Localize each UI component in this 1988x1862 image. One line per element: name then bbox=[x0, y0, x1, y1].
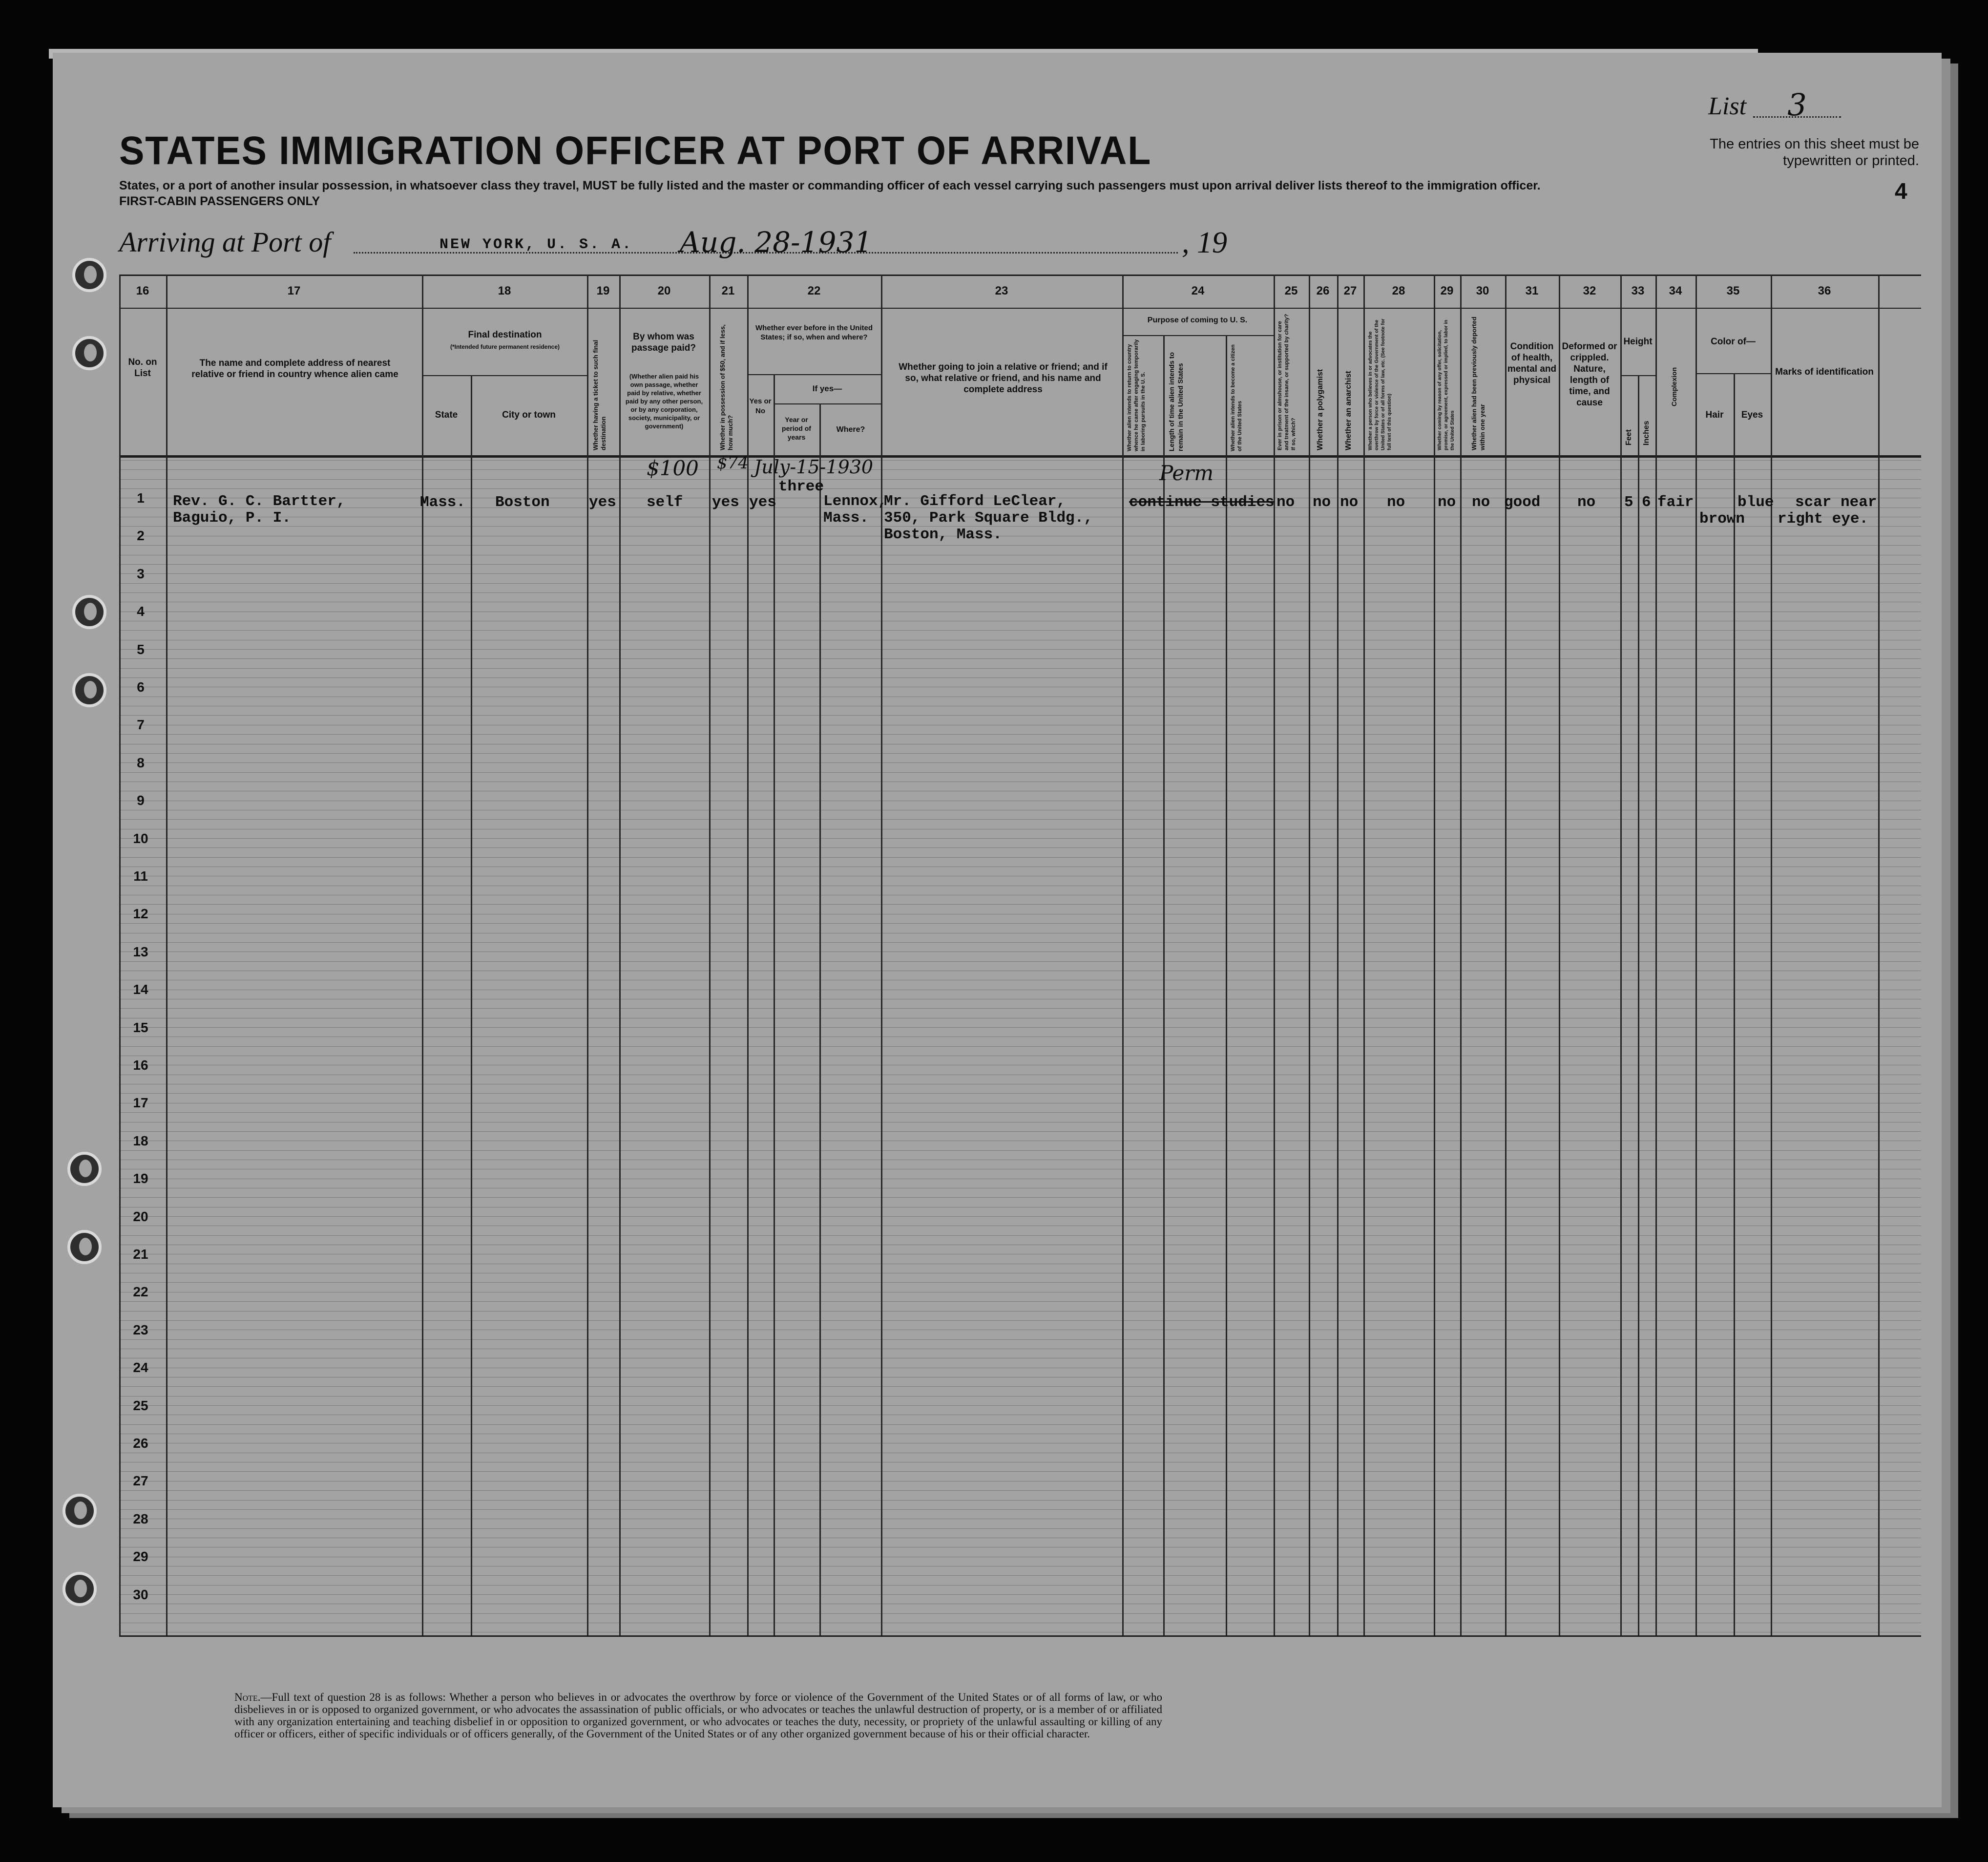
column-number-rule bbox=[119, 308, 1921, 309]
column-rule bbox=[747, 275, 749, 1635]
column-number: 23 bbox=[995, 284, 1008, 297]
ruled-line bbox=[119, 904, 1921, 905]
column-rule bbox=[166, 275, 167, 1635]
header-eyes: Eyes bbox=[1741, 410, 1763, 420]
passage-paid-answer: self bbox=[647, 494, 683, 511]
page-number: 4 bbox=[1895, 178, 1907, 204]
binder-hole bbox=[67, 1230, 102, 1264]
column-rule bbox=[1771, 275, 1772, 1635]
deformed-answer: no bbox=[1577, 494, 1596, 511]
header-complexion: Complexion bbox=[1670, 367, 1678, 406]
destination-city: Boston bbox=[495, 494, 550, 511]
column-number: 17 bbox=[287, 284, 301, 297]
column-rule bbox=[1695, 275, 1697, 1635]
ruled-line bbox=[119, 819, 1921, 820]
column-number: 28 bbox=[1392, 284, 1405, 297]
row-number: 25 bbox=[133, 1397, 148, 1413]
table-bottom-rule bbox=[119, 1635, 1921, 1637]
anarchist-answer: no bbox=[1340, 494, 1359, 511]
column-rule bbox=[881, 275, 882, 1635]
ruled-line bbox=[119, 1585, 1921, 1586]
list-number: 3 bbox=[1753, 87, 1841, 118]
column-rule bbox=[1122, 275, 1124, 1635]
ruled-line bbox=[119, 1150, 1921, 1151]
header-where: Where? bbox=[836, 425, 865, 434]
passage-paid-annotation: $100 bbox=[647, 456, 699, 480]
header-city: City or town bbox=[502, 410, 556, 420]
row-number: 5 bbox=[137, 641, 145, 657]
header-color-of: Color of— bbox=[1711, 337, 1756, 347]
row-number: 14 bbox=[133, 982, 148, 997]
question-29-answer: no bbox=[1438, 494, 1456, 511]
year-prefix: , 19 bbox=[1182, 226, 1227, 259]
complexion-answer: fair bbox=[1657, 494, 1694, 511]
ruled-line bbox=[119, 1197, 1921, 1198]
column-rule bbox=[1163, 335, 1165, 1635]
column-rule bbox=[1363, 275, 1365, 1635]
ruled-line bbox=[119, 1235, 1921, 1236]
ruled-line bbox=[119, 1027, 1921, 1028]
ruled-line bbox=[119, 1131, 1921, 1132]
relative-address-line: Baguio, P. I. bbox=[173, 509, 291, 527]
ruled-line bbox=[119, 573, 1921, 574]
height-feet: 5 bbox=[1624, 494, 1633, 511]
ruled-line bbox=[119, 762, 1921, 763]
footnote-text: —Full text of question 28 is as follows: Whether a person who believes in or advocates the overthrow by force or violence of the Government of the United States or of all forms of law, or who disbelieves in or is opposed to organized government, or who advocates the assassination of public officials, or who advocates or teaches the unlawful destruction of property, or is a member of or affiliated with any organization entertaining and teaching disbelief in or opposition to organized government, or who advocates or teaches the duty, necessity, or propriety of the unlawful assaulting or killing of any officer or officers, either of specific individuals or of officers generally, of the Government of the United States or of any other organized government because of his or their official character. bbox=[234, 1691, 1162, 1740]
binder-hole bbox=[67, 1152, 102, 1186]
ruled-line bbox=[119, 857, 1921, 858]
binder-hole bbox=[72, 336, 106, 370]
row-number: 30 bbox=[133, 1587, 148, 1602]
header-polygamist: Whether a polygamist bbox=[1316, 369, 1324, 450]
destination-subheader-rule bbox=[422, 375, 587, 376]
before-subheader-rule bbox=[747, 374, 881, 375]
column-number: 33 bbox=[1631, 284, 1645, 297]
header-no-on-list: No. on List bbox=[128, 357, 157, 379]
identification-marks-line: right eye. bbox=[1778, 510, 1869, 528]
join-relative-line: Mr. Gifford LeClear, bbox=[884, 493, 1066, 510]
ruled-line bbox=[119, 1112, 1921, 1113]
ruled-line bbox=[119, 1405, 1921, 1406]
header-state: State bbox=[435, 410, 458, 420]
ruled-line bbox=[119, 838, 1921, 839]
header-if-yes: If yes— bbox=[812, 384, 842, 393]
header-passage-paid-note: (Whether alien paid his own passage, whether paid by relative, whether paid by any other person, or by any corporation, society, municipality, or government) bbox=[625, 373, 703, 430]
before-where-line: Mass. bbox=[823, 509, 869, 527]
row-number: 1 bbox=[137, 490, 145, 506]
row-number: 24 bbox=[133, 1360, 148, 1375]
ruled-line bbox=[119, 1386, 1921, 1387]
row-number: 20 bbox=[133, 1208, 148, 1224]
column-number: 32 bbox=[1583, 284, 1596, 297]
ruled-line bbox=[119, 1528, 1921, 1529]
ruled-line bbox=[119, 545, 1921, 546]
column-number: 34 bbox=[1669, 284, 1682, 297]
ruled-line bbox=[119, 1301, 1921, 1302]
polygamist-answer: no bbox=[1313, 494, 1331, 511]
join-relative-line: 350, Park Square Bldg., bbox=[884, 509, 1093, 527]
ruled-line bbox=[119, 1424, 1921, 1425]
ruled-line bbox=[119, 649, 1921, 650]
port-of-arrival: NEW YORK, U. S. A. bbox=[439, 236, 633, 253]
question-28-answer: no bbox=[1387, 494, 1405, 511]
column-number: 25 bbox=[1284, 284, 1298, 297]
header-before-in-us: Whether ever before in the United States; if so, when and where? bbox=[755, 324, 873, 341]
row-number: 22 bbox=[133, 1284, 148, 1300]
column-rule bbox=[471, 375, 472, 1635]
before-in-us-answer: yes bbox=[749, 494, 776, 511]
before-date-annotation: July-15-1930 bbox=[754, 456, 874, 478]
ruled-line bbox=[119, 1320, 1921, 1321]
column-rule bbox=[819, 403, 821, 1635]
header-relative-address: The name and complete address of nearest relative or friend in country whence alien came bbox=[191, 358, 398, 380]
column-rule bbox=[1734, 373, 1735, 1635]
row-number: 4 bbox=[137, 604, 145, 619]
header-year-period: Year or period of years bbox=[782, 416, 811, 441]
row-number: 29 bbox=[133, 1549, 148, 1565]
list-label: List bbox=[1708, 92, 1747, 120]
header-marks: Marks of identification bbox=[1775, 367, 1874, 377]
possession-answer: yes bbox=[712, 494, 739, 511]
row-number: 2 bbox=[137, 528, 145, 544]
row-number: 13 bbox=[133, 944, 148, 959]
column-rule bbox=[1655, 275, 1657, 1635]
ticket-answer: yes bbox=[589, 494, 616, 511]
row-number: 9 bbox=[137, 793, 145, 808]
ruled-line bbox=[119, 630, 1921, 631]
row-number: 16 bbox=[133, 1058, 148, 1073]
row-number: 7 bbox=[137, 717, 145, 733]
footnote-question-28 bbox=[234, 1691, 1162, 1740]
ruled-line bbox=[119, 1093, 1921, 1094]
binder-hole bbox=[72, 595, 106, 629]
destination-state: Mass. bbox=[420, 494, 466, 511]
column-rule bbox=[1505, 275, 1507, 1635]
passenger-class: FIRST-CABIN PASSENGERS ONLY bbox=[119, 194, 320, 208]
header-join-relative: Whether going to join a relative or friend; and if so, what relative or friend, and his name and complete address bbox=[899, 362, 1108, 395]
page-subtitle: States, or a port of another insular possession, in whatsoever class they travel, MUST be fully listed and the master or commanding officer of each vessel carrying such passengers must upon arrival deliver lists thereof to the immigration officer. bbox=[119, 179, 1541, 192]
ruled-line bbox=[119, 961, 1921, 962]
ruled-line bbox=[119, 1500, 1921, 1501]
ifyes-subheader-rule bbox=[774, 403, 881, 404]
header-bottom-rule bbox=[119, 455, 1921, 458]
ruled-line bbox=[119, 715, 1921, 716]
header-purpose-length: Length of time alien intends to remain in the United States bbox=[1168, 352, 1184, 451]
column-rule bbox=[709, 275, 711, 1635]
header-yes-or-no: Yes or No bbox=[749, 397, 772, 415]
row-number: 3 bbox=[137, 566, 145, 581]
ruled-line bbox=[119, 1216, 1921, 1217]
ruled-line bbox=[119, 479, 1921, 480]
column-number: 22 bbox=[807, 284, 821, 297]
header-purpose-return: Whether alien intends to return to country whence he came after engaging temporarily in laboring pursuits in the U. S. bbox=[1127, 339, 1146, 451]
column-number: 18 bbox=[498, 284, 511, 297]
header-purpose-citizen: Whether alien intends to become a citizen of the United States bbox=[1230, 344, 1243, 451]
relative-address-line: Rev. G. C. Bartter, bbox=[173, 493, 346, 510]
header-anarchist: Whether an anarchist bbox=[1344, 371, 1353, 450]
ruled-line bbox=[119, 1575, 1921, 1576]
column-number: 16 bbox=[136, 284, 149, 297]
row-number: 10 bbox=[133, 830, 148, 846]
row-number: 19 bbox=[133, 1171, 148, 1186]
column-number: 29 bbox=[1440, 284, 1454, 297]
purpose-subheader-rule bbox=[1122, 335, 1274, 336]
header-deported: Whether alien had been previously deported within one year bbox=[1470, 317, 1486, 450]
arrival-date: Aug. 28-1931 bbox=[680, 226, 873, 259]
table-top-rule bbox=[119, 275, 1921, 276]
binder-hole bbox=[72, 673, 106, 707]
column-number: 20 bbox=[657, 284, 671, 297]
row-number: 6 bbox=[137, 679, 145, 695]
column-rule bbox=[1274, 275, 1275, 1635]
column-rule bbox=[1337, 275, 1339, 1635]
row-number: 8 bbox=[137, 755, 145, 770]
header-passage-paid: By whom was passage paid? bbox=[631, 332, 696, 353]
column-number: 21 bbox=[721, 284, 735, 297]
column-rule bbox=[619, 275, 621, 1635]
column-rule bbox=[1309, 275, 1310, 1635]
header-deformed: Deformed or crippled. Nature, length of time, and cause bbox=[1562, 341, 1617, 408]
column-rule bbox=[1559, 275, 1560, 1635]
ruled-line bbox=[119, 1339, 1921, 1340]
header-question-28: Whether a person who believes in or advocates the overthrow by force or violence of the Government of the United States or of all forms of law, etc. (See footnote for full text of this question) bbox=[1368, 318, 1392, 450]
column-number: 36 bbox=[1818, 284, 1831, 297]
typewritten-note: The entries on this sheet must be typewritten or printed. bbox=[1710, 136, 1919, 169]
header-purpose: Purpose of coming to U. S. bbox=[1147, 316, 1248, 324]
column-number: 26 bbox=[1316, 284, 1330, 297]
header-health: Condition of health, mental and physical bbox=[1507, 341, 1557, 385]
height-inches: 6 bbox=[1642, 494, 1651, 511]
ruled-line bbox=[119, 1008, 1921, 1009]
ruled-line bbox=[119, 1594, 1921, 1595]
row-number: 11 bbox=[133, 868, 148, 884]
header-feet: Feet bbox=[1625, 429, 1633, 445]
prison-answer: no bbox=[1277, 494, 1295, 511]
ruled-line bbox=[119, 460, 1921, 461]
footnote-lead: Note. bbox=[234, 1691, 261, 1703]
ruled-line bbox=[119, 592, 1921, 593]
header-final-destination-note: (*Intended future permanent residence) bbox=[450, 343, 560, 350]
ruled-line bbox=[119, 923, 1921, 924]
column-rule bbox=[1638, 375, 1639, 1635]
header-final-destination: Final destination bbox=[468, 330, 542, 340]
ruled-line bbox=[119, 677, 1921, 678]
row-number: 18 bbox=[133, 1133, 148, 1148]
column-number: 35 bbox=[1726, 284, 1740, 297]
header-inches: Inches bbox=[1642, 421, 1651, 445]
row-number: 28 bbox=[133, 1511, 148, 1526]
column-number: 27 bbox=[1343, 284, 1357, 297]
ruled-line bbox=[119, 668, 1921, 669]
row-number: 23 bbox=[133, 1322, 148, 1337]
ruled-line bbox=[119, 847, 1921, 848]
ruled-line bbox=[119, 1046, 1921, 1047]
row-number: 26 bbox=[133, 1436, 148, 1451]
header-possession-50: Whether in possession of $50, and if less, how much? bbox=[719, 324, 734, 450]
column-rule bbox=[1434, 275, 1435, 1635]
binder-hole bbox=[72, 258, 106, 292]
page-title: STATES IMMIGRATION OFFICER AT PORT OF ARRIVAL bbox=[119, 128, 1152, 173]
color-subheader-rule bbox=[1695, 373, 1771, 374]
column-rule bbox=[587, 275, 588, 1635]
ruled-line bbox=[119, 753, 1921, 754]
identification-marks-line: scar near bbox=[1795, 494, 1877, 511]
ruled-line bbox=[119, 564, 1921, 565]
eye-color: blue bbox=[1737, 494, 1774, 511]
binder-hole bbox=[63, 1494, 97, 1528]
ruled-line bbox=[119, 488, 1921, 489]
header-height: Height bbox=[1623, 337, 1653, 347]
header-prison: Ever in prison or almshouse, or institution for care and treatment of the insane, or supported by charity? If so, which? bbox=[1277, 314, 1297, 450]
row-number: 21 bbox=[133, 1247, 148, 1262]
column-number: 19 bbox=[596, 284, 610, 297]
row-number: 17 bbox=[133, 1095, 148, 1111]
header-hair: Hair bbox=[1705, 410, 1724, 420]
ruled-line bbox=[119, 1613, 1921, 1614]
column-rule bbox=[422, 275, 423, 1635]
header-ticket: Whether having a ticket to such final destination bbox=[592, 339, 607, 450]
purpose-annotation: Perm bbox=[1159, 461, 1214, 485]
purpose-typed: continue studies bbox=[1129, 494, 1275, 511]
ruled-line bbox=[119, 942, 1921, 943]
column-rule bbox=[1226, 335, 1227, 1635]
binder-hole bbox=[63, 1572, 97, 1606]
ruled-line bbox=[119, 1471, 1921, 1472]
row-number: 12 bbox=[133, 906, 148, 922]
manifest-table bbox=[119, 275, 1921, 1642]
ruled-line bbox=[119, 469, 1921, 470]
deported-answer: no bbox=[1472, 494, 1490, 511]
column-number: 31 bbox=[1525, 284, 1539, 297]
possession-annotation: $74 bbox=[717, 453, 749, 473]
health-answer: good bbox=[1504, 494, 1541, 511]
ruled-line bbox=[119, 1311, 1921, 1312]
ruled-line bbox=[119, 734, 1921, 735]
column-number: 24 bbox=[1191, 284, 1205, 297]
column-rule bbox=[774, 374, 775, 1635]
before-period: three bbox=[778, 478, 824, 495]
before-where-line: Lennox, bbox=[823, 493, 887, 510]
column-rule bbox=[1878, 275, 1880, 1635]
ruled-line bbox=[119, 658, 1921, 659]
column-number: 30 bbox=[1476, 284, 1489, 297]
join-relative-line: Boston, Mass. bbox=[884, 526, 1002, 543]
ruled-line bbox=[119, 1282, 1921, 1283]
ruled-line bbox=[119, 583, 1921, 584]
arriving-label: Arriving at Port of bbox=[119, 226, 331, 258]
ruled-line bbox=[119, 1490, 1921, 1491]
hair-color: brown bbox=[1699, 510, 1745, 528]
ruled-line bbox=[119, 1509, 1921, 1510]
row-number: 15 bbox=[133, 1019, 148, 1035]
column-rule bbox=[1620, 275, 1622, 1635]
column-rule bbox=[1460, 275, 1462, 1635]
row-number: 27 bbox=[133, 1473, 148, 1489]
ruled-line bbox=[119, 772, 1921, 773]
header-question-29: Whether coming by reason of any offer, solicitation, promise, or agreement, expressed or implied, to labor in the United States bbox=[1437, 319, 1455, 450]
